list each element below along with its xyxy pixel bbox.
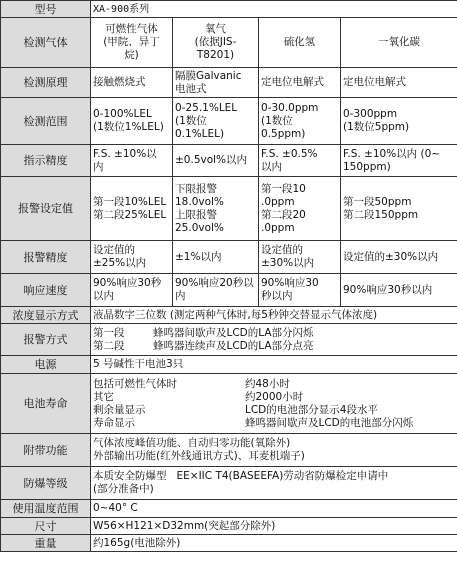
row-weight bbox=[1, 535, 457, 552]
row-display bbox=[1, 307, 457, 324]
alarm-set-label: 报警设定值 bbox=[1, 177, 91, 241]
model-value: XA-900系列 bbox=[91, 1, 457, 18]
row-size bbox=[1, 518, 457, 535]
row-battery bbox=[1, 374, 457, 434]
gas-co: 一氧化碳 bbox=[341, 18, 457, 68]
size-label: 尺寸 bbox=[1, 518, 91, 535]
row-alarm-method bbox=[1, 324, 457, 356]
row-accuracy bbox=[1, 145, 457, 177]
alarm-accuracy-label: 报警精度 bbox=[1, 241, 91, 274]
row-explosion bbox=[1, 467, 457, 500]
alarm-set-h2s: 第一段10 .0ppm 第二段20 .0ppm bbox=[259, 177, 341, 241]
alarm-set-oxygen: 下限报警 18.0vol% 上限报警 25.0vol% bbox=[173, 177, 259, 241]
principle-label: 检测原理 bbox=[1, 68, 91, 98]
accuracy-combustible: F.S. ±10%以 内 bbox=[91, 145, 173, 177]
response-oxygen: 90%响应20秒以内 bbox=[173, 274, 259, 307]
accuracy-co: F.S. ±10%以内 (0~ 150ppm) bbox=[341, 145, 457, 177]
row-model bbox=[1, 1, 457, 18]
alarm-set-combustible: 第一段10%LEL 第二段25%LEL bbox=[91, 177, 173, 241]
row-extras bbox=[1, 434, 457, 467]
range-oxygen: 0-25.1%LEL (1数位 0.1%LEL) bbox=[173, 98, 259, 145]
row-alarm-set bbox=[1, 177, 457, 241]
alarm-accuracy-co: 设定值的±30%以内 bbox=[341, 241, 457, 274]
row-temp bbox=[1, 500, 457, 518]
model-label: 型号 bbox=[1, 1, 91, 18]
row-range bbox=[1, 98, 457, 145]
row-principle bbox=[1, 68, 457, 98]
row-gas bbox=[1, 18, 457, 68]
accuracy-label: 指示精度 bbox=[1, 145, 91, 177]
accuracy-oxygen: ±0.5vol%以内 bbox=[173, 145, 259, 177]
display-label: 浓度显示方式 bbox=[1, 307, 91, 324]
temp-value: 0~40° C bbox=[91, 500, 457, 518]
principle-combustible: 接触燃烧式 bbox=[91, 68, 173, 98]
alarm-accuracy-h2s: 设定值的 ±30%以内 bbox=[259, 241, 341, 274]
alarm-method-value: 第一段 蜂鸣器间歇声及LCD的LA部分闪烁 第二段 蜂鸣器连续声及LCD的LA部分点亮 bbox=[91, 324, 457, 356]
gas-oxygen: 氧气 (依据JIS- T8201) bbox=[173, 18, 259, 68]
row-response bbox=[1, 274, 457, 307]
principle-oxygen: 隔膜Galvanic 电池式 bbox=[173, 68, 259, 98]
size-value: W56×H121×D32mm(突起部分除外) bbox=[91, 518, 457, 535]
display-value: 液晶数字三位数 (测定两种气体时,每5秒钟交替显示气体浓度) bbox=[91, 307, 457, 324]
range-co: 0-300ppm (1数位5ppm) bbox=[341, 98, 457, 145]
battery-value: 包括可燃性气体时 约48小时 其它 约2000小时 剩余量显示 LCD的电池部分显示4段水平 寿命显示 蜂鸣器间歇声及LCD的电池部分闪烁 bbox=[91, 374, 457, 434]
range-combustible: 0-100%LEL (1数位1%LEL) bbox=[91, 98, 173, 145]
accuracy-h2s: F.S. ±0.5% 以内 bbox=[259, 145, 341, 177]
explosion-label: 防爆等级 bbox=[1, 467, 91, 500]
power-label: 电源 bbox=[1, 356, 91, 374]
gas-combustible: 可燃性气体 (甲院、异丁 烷) bbox=[91, 18, 173, 68]
alarm-accuracy-oxygen: ±1%以内 bbox=[173, 241, 259, 274]
alarm-accuracy-combustible: 设定值的 ±25%以内 bbox=[91, 241, 173, 274]
row-power bbox=[1, 356, 457, 374]
temp-label: 使用温度范围 bbox=[1, 500, 91, 518]
range-h2s: 0-30.0ppm (1数位 0.5ppm) bbox=[259, 98, 341, 145]
row-alarm-accuracy bbox=[1, 241, 457, 274]
battery-label: 电池寿命 bbox=[1, 374, 91, 434]
extras-label: 附带功能 bbox=[1, 434, 91, 467]
principle-h2s: 定电位电解式 bbox=[259, 68, 341, 98]
gas-label: 检测气体 bbox=[1, 18, 91, 68]
weight-label: 重量 bbox=[1, 535, 91, 552]
extras-value: 气体浓度峰值功能、自动归零功能(氧除外) 外部输出功能(红外线通讯方式)、耳麦机端子) bbox=[91, 434, 457, 467]
response-h2s: 90%响应30 秒以内 bbox=[259, 274, 341, 307]
power-value: 5 号碱性干电池3只 bbox=[91, 356, 457, 374]
response-co: 90%响应30秒以内 bbox=[341, 274, 457, 307]
gas-h2s: 硫化氢 bbox=[259, 18, 341, 68]
principle-co: 定电位电解式 bbox=[341, 68, 457, 98]
weight-value: 约165g(电池除外) bbox=[91, 535, 457, 552]
alarm-method-label: 报警方式 bbox=[1, 324, 91, 356]
response-combustible: 90%响应30秒 以内 bbox=[91, 274, 173, 307]
explosion-value: 本质安全防爆型 EE×IIC T4(BASEEFA)劳动省防爆检定申请中 (部分准备中) bbox=[91, 467, 457, 500]
response-label: 响应速度 bbox=[1, 274, 91, 307]
alarm-set-co: 第一段50ppm 第二段150ppm bbox=[341, 177, 457, 241]
range-label: 检测范围 bbox=[1, 98, 91, 145]
